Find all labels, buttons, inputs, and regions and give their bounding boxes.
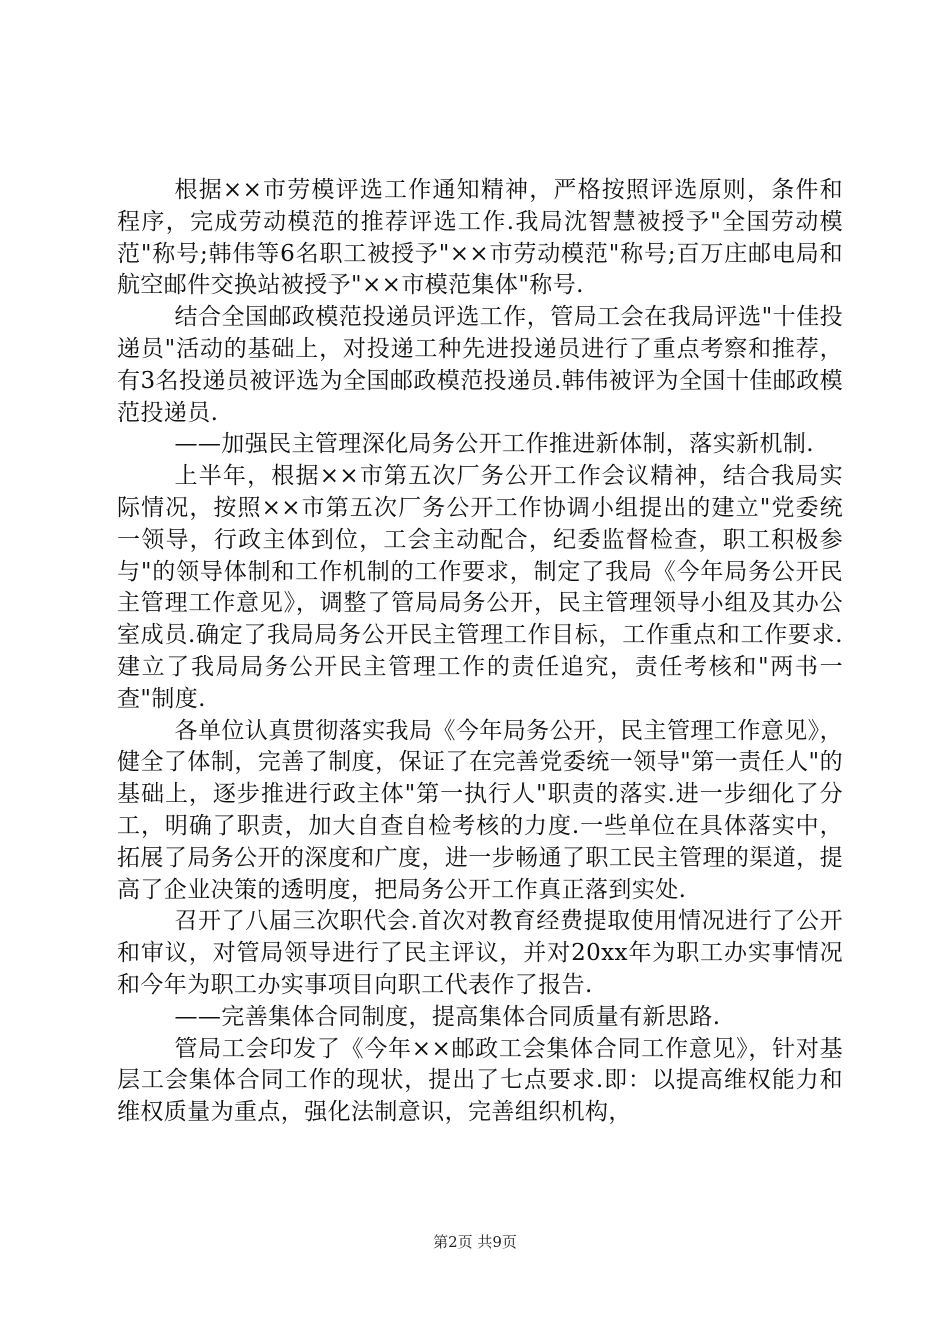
section-heading-democratic-management: ——加强民主管理深化局务公开工作推进新体制，落实新机制. (174, 431, 815, 458)
document-body (117, 175, 843, 1129)
paragraph-labor-model-selection: 根据××市劳模评选工作通知精神，严格按照评选原则，条件和程序，完成劳动模范的推荐评选工作.我局沈智慧被授予"全国劳动模范"称号;韩伟等6名职工被授予"××市劳动模范"称号;百万庄邮电局和航空邮件交换站被授予"××市模范集体"称号. (117, 177, 843, 299)
paragraph-units-implementation: 各单位认真贯彻落实我局《今年局务公开，民主管理工作意见》，健全了体制，完善了制度，保证了在完善党委统一领导"第一责任人"的基础上，逐步推进行政主体"第一执行人"职责的落实.进一步细化了分工，明确了职责，加大自查自检考核的力度.一些单位在具体落实中，拓展了局务公开的深度和广度，进一步畅通了职工民主管理的渠道，提高了企业决策的透明度，把局务公开工作真正落到实处. (117, 717, 843, 903)
paragraph-collective-contract-opinion: 管局工会印发了《今年××邮政工会集体合同工作意见》，针对基层工会集体合同工作的现状，提出了七点要求.即：以提高维权能力和维权质量为重点，强化法制意识，完善组织机构， (117, 1035, 843, 1126)
paragraph-first-half-year: 上半年，根据××市第五次厂务公开工作会议精神，结合我局实际情况，按照××市第五次厂务公开工作协调小组提出的建立"党委统一领导，行政主体到位，工会主动配合，纪委监督检查，职工积极参与"的领导体制和工作机制的工作要求，制定了我局《今年局务公开民主管理工作意见》，调整了管局局务公开，民主管理领导小组及其办公室成员.确定了我局局务公开民主管理工作目标，工作重点和工作要求.建立了我局局务公开民主管理工作的责任追究，责任考核和"两书一查"制度. (117, 463, 843, 712)
paragraph-workers-congress: 召开了八届三次职代会.首次对教育经费提取使用情况进行了公开和审议，对管局领导进行了民主评议，并对20xx年为职工办实事情况和今年为职工办实事项目向职工代表作了报告. (117, 908, 843, 998)
page-number-footer: 第2页 共9页 (433, 1233, 517, 1251)
section-heading-collective-contract: ——完善集体合同制度，提高集体合同质量有新思路. (174, 1003, 721, 1030)
paragraph-postal-model-deliverer: 结合全国邮政模范投递员评选工作，管局工会在我局评选"十佳投递员"活动的基础上，对投递工种先进投递员进行了重点考察和推荐，有3名投递员被评选为全国邮政模范投递员.韩伟被评为全国十佳邮政模范投递员. (117, 304, 843, 426)
